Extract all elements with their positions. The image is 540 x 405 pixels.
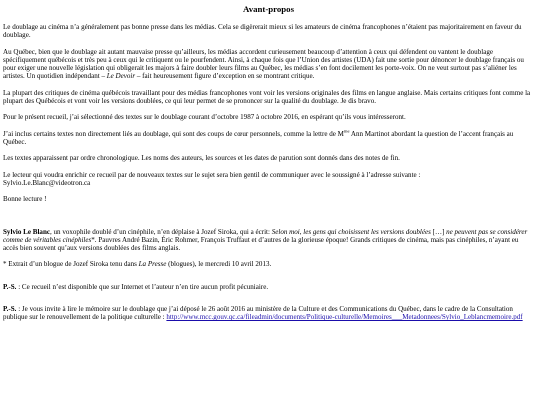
author-name: Sylvio Le Blanc: [3, 227, 50, 236]
postscript-text: : Je vous invite à lire le mémoire sur le doublage que j’ai déposé le 26 août 2016 au ministère de la Culture et des Communications du Québec, dans le cadre de la Consultation publique sur le renouvellement de la politique culturelle :: [3, 305, 513, 322]
postscript-memoire: [3, 305, 534, 321]
paragraph-text: , un voxophile doublé d’un cinéphile, n’en déplaise à Jozef Siroka, qui a écrit:: [50, 227, 272, 236]
paragraph-text: Au Québec, bien que le doublage ait autant mauvaise presse qu’ailleurs, les médias accordent curieusement beaucoup d’attention à ceux qui défendent ou vantent le doublage spécifiquement québécois et très peu à ceux qui le critiquent ou le pourfendent. Ainsi, à chaque fois que l’Union des artistes (UDA) fait une sortie pour dénoncer le doublage français ou pour exiger une nouvelle législation qui obligerait les majors à faire doubler leurs films au Québec, les médias s’en font docilement les porte-voix. On ne veut surtout pas s’aliéner les artistes. Un quotidien indépendant –: [3, 47, 524, 81]
paragraph-critics: La plupart des critiques de cinéma québécois travaillant pour des médias francophones vont voir les versions originales des films en langue anglaise. Mais certains critiques font comme la plupart des Québécois et vont voir les versions doublées, ce qui leur permet de se prononcer sur la qualité du doublage. Je dis bravo.: [3, 88, 531, 105]
paragraph-contact: [3, 171, 534, 187]
paragraph-text: J’ai inclus certains textes non directement liés au doublage, qui sont des coups de cœur personnels, comme la lettre de M: [3, 129, 344, 138]
footnote-text: (blogues), le mercredi 10 avril 2013.: [166, 260, 272, 269]
paragraph-text: *. Pauvres André Bazin, Éric Rohmer, François Truffaut et d’autres de la glorieuse époque! Grands critiques de cinéma, mais pas cinéphiles, n’ayant eu accès bien souvent qu’aux versions doublées des films anglais.: [3, 235, 519, 252]
paragraph-personal-texts: [3, 130, 534, 146]
page-title: Avant-propos: [243, 4, 294, 14]
postscript-label: P.-S.: [3, 305, 17, 314]
paragraph-text: […]: [430, 227, 447, 236]
quote-part: Selon moi, les gens qui choisissent les versions doublées: [271, 227, 431, 236]
superscript-me: me: [343, 128, 350, 134]
paragraph-closing: Bonne lecture !: [3, 195, 47, 204]
quote-part: ne peuvent pas se considérer comme de véritables cinéphiles: [3, 227, 528, 244]
paragraph-selection: Pour le présent recueil, j’ai sélectionné des textes sur le doublage courant d’octobre 1987 à octobre 2016, en espérant qu’ils vous intéresseront.: [3, 113, 406, 122]
paragraph-author-bio: [3, 228, 534, 253]
footnote-text: * Extrait d’un blogue de Jozef Siroka tenu dans: [3, 260, 139, 269]
newspaper-name: La Presse: [138, 260, 167, 269]
postscript-text: : Ce recueil n’est disponible que sur Internet et l’auteur n’en tire aucun profit pécuniaire.: [16, 282, 269, 291]
paragraph-text: Ann Martinot abordant la question de l’accent français au Québec.: [3, 129, 514, 146]
paragraph-text: – fait heureusement figure d’exception en se montrant critique.: [135, 72, 315, 81]
footnote: [3, 260, 534, 268]
contact-text: Le lecteur qui voudra enrichir ce recueil par de nouveaux textes sur le sujet sera bien gentil de communiquer avec le soussigné à l’adresse suivante :: [3, 170, 421, 179]
paragraph-order: Les textes apparaissent par ordre chronologique. Les noms des auteurs, les sources et les dates de parution sont donnés dans des notes de fin.: [3, 154, 400, 163]
postscript-internet: [3, 283, 534, 291]
newspaper-name: Le Devoir: [106, 72, 136, 81]
contact-email: Sylvio.Le.Blanc@videotron.ca: [3, 178, 91, 187]
postscript-label: P.-S.: [3, 282, 17, 291]
paragraph-quebec-media: [3, 48, 534, 81]
paragraph-intro: Le doublage au cinéma n’a généralement pas bonne presse dans les médias. Cela se digèrerait mieux si les amateurs de cinéma francophones n’étaient pas majoritairement en faveur du doublage.: [3, 23, 522, 40]
memoire-link[interactable]: http://www.mcc.gouv.qc.ca/fileadmin/documents/Politique-culturelle/Memoires___Metadonnees/Sylvio_Leblancmemoire.pdf: [166, 313, 523, 322]
